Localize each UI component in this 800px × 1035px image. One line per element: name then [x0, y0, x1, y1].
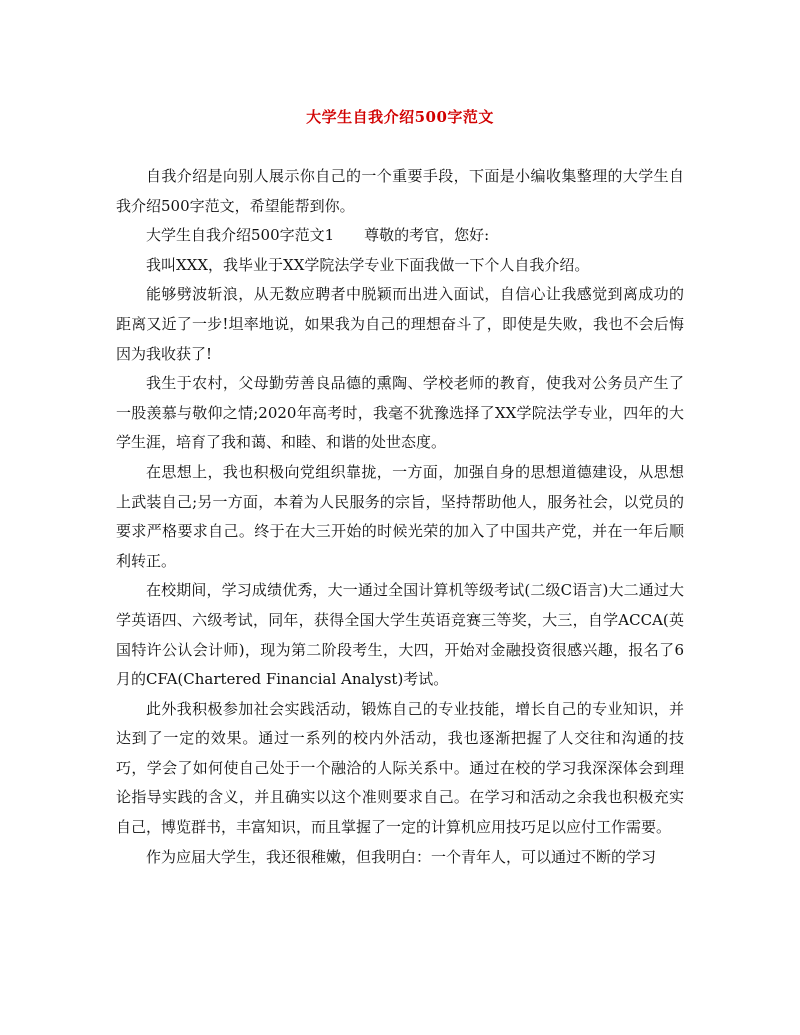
paragraph-confidence: 能够劈波斩浪，从无数应聘者中脱颖而出进入面试，自信心让我感觉到离成功的距离又近了一步!坦率地说，如果我为自己的理想奋斗了，即使是失败，我也不会后悔因为我收获了! — [116, 285, 684, 363]
paragraph-intro: 自我介绍是向别人展示你自己的一个重要手段，下面是小编收集整理的大学生自我介绍500字范文，希望能帮到你。 — [116, 167, 684, 215]
paragraph-background: 我生于农村，父母勤劳善良品德的熏陶、学校老师的教育，使我对公务员产生了一股羡慕与敬仰之情;2020年高考时，我毫不犹豫选择了XX学院法学专业，四年的大学生涯，培育了我和蔼、和睦、和谐的处世态度。 — [116, 374, 684, 452]
paragraph-closing: 作为应届大学生，我还很稚嫩，但我明白：一个青年人，可以通过不断的学习 — [146, 847, 657, 866]
document-title: 大学生自我介绍500字范文 — [306, 108, 494, 126]
paragraph-ideology: 在思想上，我也积极向党组织靠拢，一方面，加强自身的思想道德建设，从思想上武装自己;另一方面，本着为人民服务的宗旨，坚持帮助他人，服务社会，以党员的要求严格要求自己。终于在大三开始的时候光荣的加入了中国共产党，并在一年后顺利转正。 — [116, 462, 684, 570]
paragraph-study: 在校期间，学习成绩优秀，大一通过全国计算机等级考试(二级C语言)大二通过大学英语四、六级考试，同年，获得全国大学生英语竞赛三等奖，大三，自学ACCA(英国特许公认会计师)，现为第二阶段考生，大四，开始对金融投资很感兴趣，报名了6月的CFA(Chartered Financial Analyst)考试。 — [116, 581, 684, 689]
document-body — [116, 162, 684, 872]
paragraph-subheading: 大学生自我介绍500字范文1 尊敬的考官，您好: — [146, 226, 490, 245]
paragraph-name: 我叫XXX，我毕业于XX学院法学专业下面我做一下个人自我介绍。 — [146, 255, 590, 274]
paragraph-practice: 此外我积极参加社会实践活动，锻炼自己的专业技能，增长自己的专业知识，并达到了一定的效果。通过一系列的校内外活动，我也逐渐把握了人交往和沟通的技巧，学会了如何使自己处于一个融洽的人际关系中。通过在校的学习我深深体会到理论指导实践的含义，并且确实以这个准则要求自己。在学习和活动之余我也积极充实自己，博览群书，丰富知识，而且掌握了一定的计算机应用技巧足以应付工作需要。 — [116, 699, 684, 837]
